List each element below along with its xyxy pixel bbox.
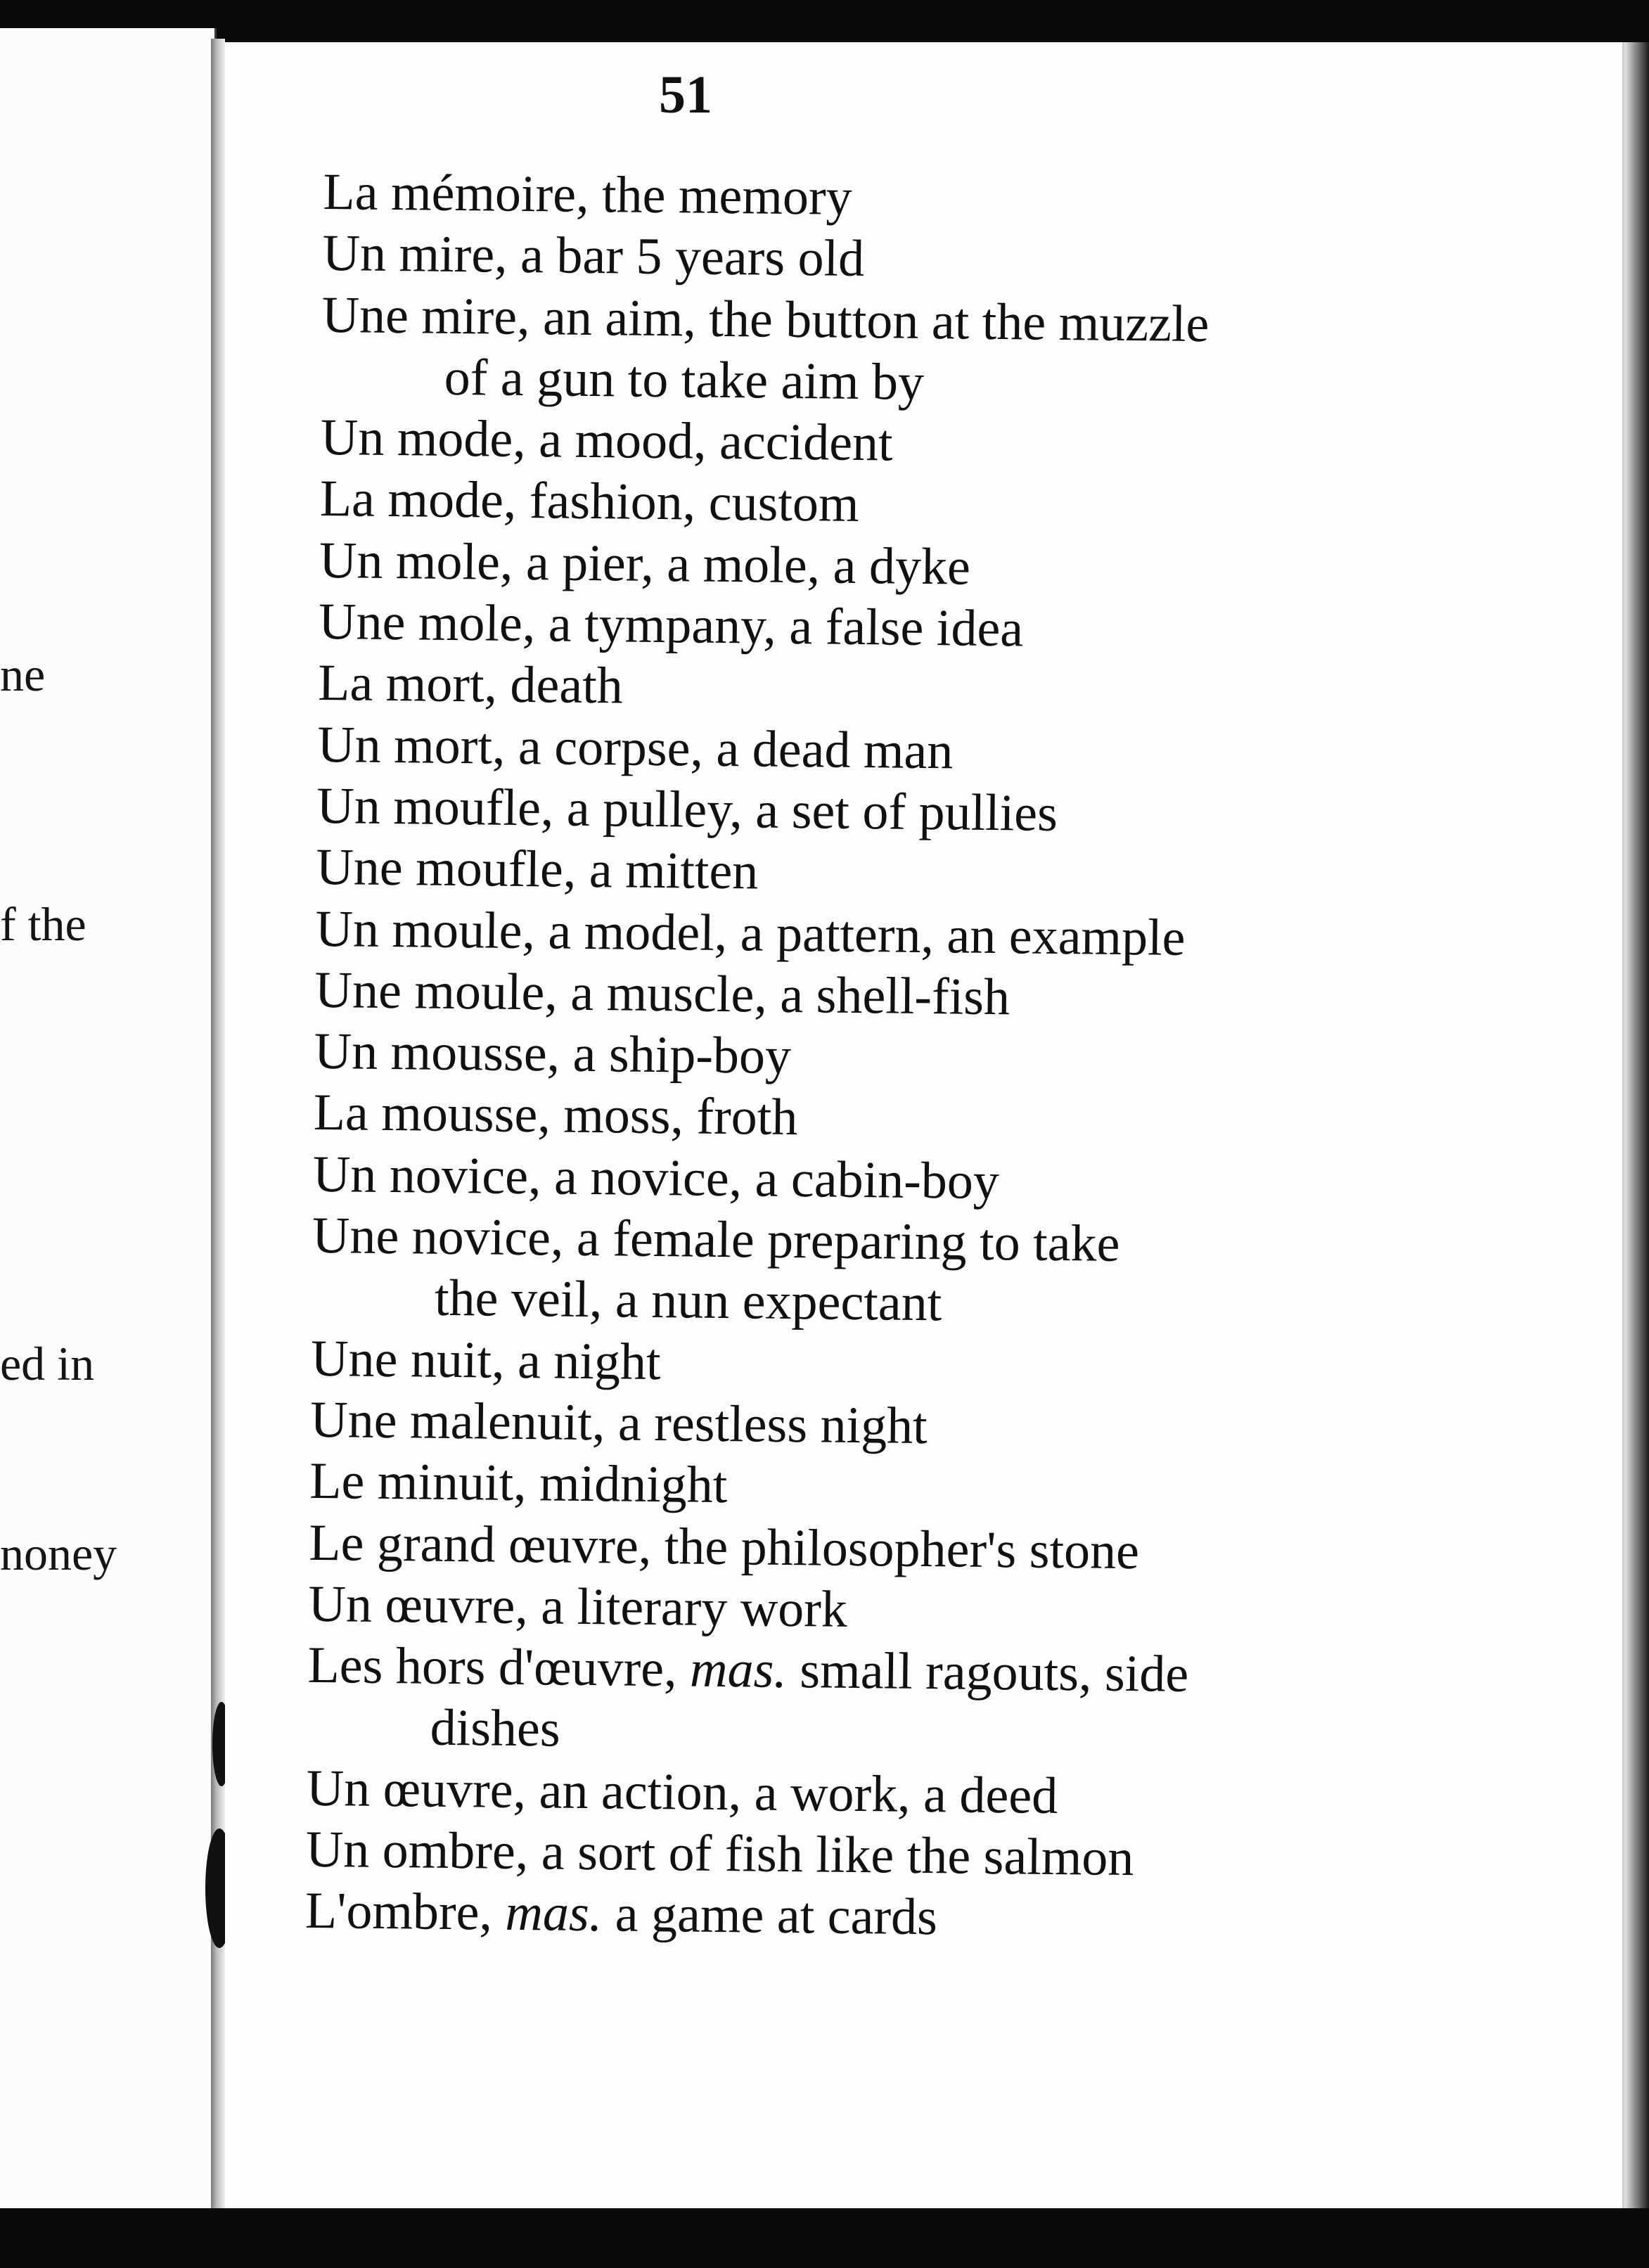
entry-translation: a corpse, a dead man — [505, 717, 954, 781]
left-page-fragment: f the — [0, 897, 86, 951]
entry-translation: a muscle, a shell-fish — [557, 963, 1010, 1027]
entry-translation: a pier, a mole, a dyke — [513, 533, 971, 596]
entry-translation: midnight — [526, 1454, 728, 1515]
glossary-entry — [312, 1205, 1494, 1340]
entry-headword: Un moufle, — [316, 776, 554, 838]
entry-headword: La mémoire, — [323, 162, 590, 224]
left-page-fragment: ne — [0, 648, 46, 701]
entry-translation: a novice, a cabin-boy — [541, 1148, 1000, 1210]
previous-page-edge — [0, 28, 217, 2215]
entry-headword: Une novice, — [312, 1206, 564, 1267]
entry-translation: a sort of fish like the salmon — [527, 1823, 1134, 1888]
entry-translation: the memory — [589, 165, 853, 226]
glossary-entry — [318, 653, 1500, 726]
entry-headword: Un œuvre, — [306, 1759, 527, 1819]
entry-headword: La mousse, — [313, 1084, 551, 1144]
entry-headword: Une malenuit, — [309, 1390, 605, 1452]
entry-headword: Le grand œuvre, — [309, 1513, 652, 1575]
book-page — [225, 42, 1624, 2208]
entry-translation: the philosopher's stone — [650, 1517, 1140, 1580]
entry-continuation: the veil, a nun expectant — [434, 1269, 942, 1333]
entry-translation: a restless night — [605, 1394, 928, 1456]
entry-headword: Une mire, — [321, 286, 531, 346]
glossary-entry — [309, 1451, 1491, 1525]
glossary-entry — [321, 285, 1503, 420]
entry-headword: Le minuit, — [309, 1452, 527, 1513]
entry-headword: Un moule, — [315, 899, 536, 960]
entry-translation: small ragouts, side — [786, 1641, 1189, 1704]
entry-translation: a literary work — [527, 1577, 848, 1639]
entry-headword: L'ombre, — [304, 1882, 493, 1942]
entry-translation: a mitten — [575, 841, 759, 901]
gender-abbreviation: mas. — [689, 1640, 788, 1700]
entry-translation: moss, froth — [550, 1086, 798, 1147]
entry-translation: a night — [504, 1331, 661, 1391]
entry-translation: a ship-boy — [559, 1025, 792, 1086]
entry-translation: an aim, the button at the muzzle — [530, 288, 1210, 353]
entry-headword: Un mort, — [316, 715, 506, 776]
page-number: 51 — [659, 65, 712, 124]
entry-headword: Un mire, — [322, 224, 508, 285]
page-right-edge — [1624, 42, 1649, 2208]
entry-headword: Une nuit, — [310, 1329, 506, 1390]
entry-translation: a model, a pattern, an example — [534, 902, 1186, 967]
entry-continuation: dishes — [430, 1699, 561, 1759]
entry-headword: Les hors d'œuvre, — [307, 1636, 678, 1698]
left-page-fragment: noney — [0, 1527, 117, 1580]
entry-headword: Une mole, — [318, 593, 536, 653]
entry-headword: Un mode, — [320, 409, 527, 469]
entry-translation: fashion, custom — [515, 472, 859, 534]
glossary-list — [304, 162, 1504, 1954]
entry-translation: death — [496, 656, 624, 715]
entry-translation: a tympany, a false idea — [534, 595, 1024, 658]
entry-headword: Un mousse, — [314, 1023, 560, 1083]
gender-abbreviation: mas. — [505, 1884, 603, 1943]
entry-headword: Un novice, — [312, 1145, 542, 1206]
entry-translation: a pulley, a set of pullies — [553, 779, 1058, 843]
left-page-fragment: ed in — [0, 1337, 95, 1390]
glossary-entry — [313, 1082, 1495, 1156]
glossary-entry — [316, 837, 1498, 911]
entry-headword: Un ombre, — [305, 1820, 529, 1881]
entry-headword: Une moule, — [314, 961, 558, 1022]
scanner-bottom-edge — [0, 2208, 1649, 2268]
entry-headword: La mort, — [317, 654, 498, 715]
entry-translation: a game at cards — [601, 1885, 938, 1947]
entry-headword: Une moufle, — [316, 838, 577, 899]
entry-translation: a female preparing to take — [563, 1209, 1120, 1273]
entry-headword: Un œuvre, — [308, 1575, 529, 1635]
entry-translation: a mood, accident — [525, 411, 894, 473]
entry-translation: a bar 5 years old — [507, 226, 865, 288]
scanner-top-edge — [0, 0, 1649, 42]
entry-continuation: of a gun to take aim by — [444, 348, 925, 411]
glossary-entry — [304, 1881, 1487, 1954]
entry-translation: an action, a work, a deed — [525, 1761, 1058, 1825]
entry-headword: Un mole, — [319, 531, 513, 591]
glossary-entry — [322, 223, 1504, 297]
entry-headword: La mode, — [319, 470, 517, 530]
glossary-entry — [307, 1635, 1489, 1770]
